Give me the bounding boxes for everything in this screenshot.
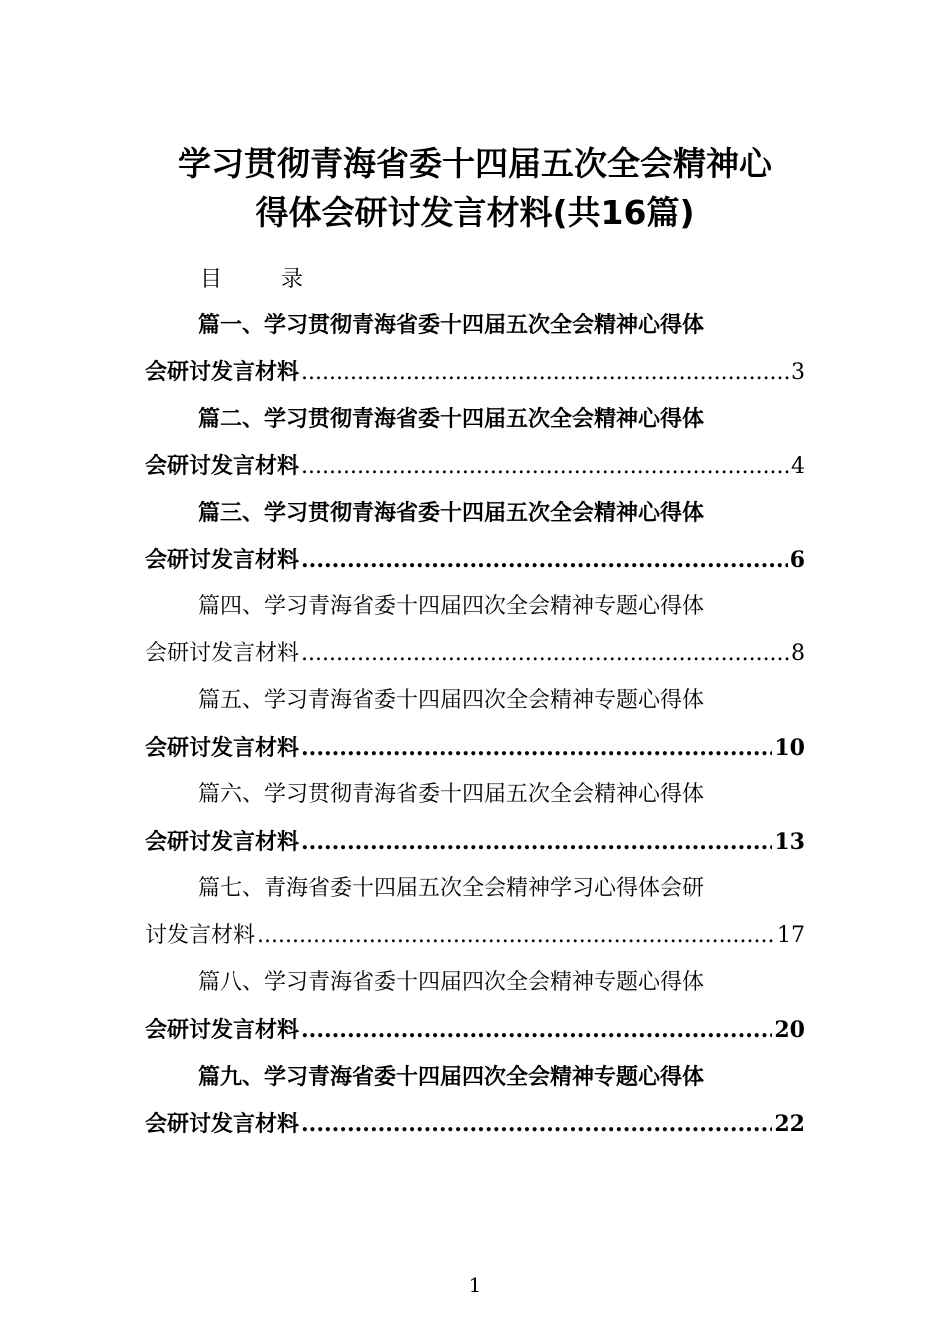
toc-entry-4-page: 8	[791, 641, 805, 666]
toc-entry-6-title-end: 会研讨发言材料	[145, 829, 300, 855]
toc-entry-5-title[interactable]: 篇五、学习青海省委十四届四次全会精神专题心得体	[198, 688, 705, 713]
toc-entry-9-continuation[interactable]	[145, 1106, 805, 1142]
document-title-line-1: 学习贯彻青海省委十四届五次全会精神心	[178, 144, 772, 183]
toc-entry-1-title-end: 会研讨发言材料	[145, 359, 300, 385]
toc-entry-7-page: 17	[777, 923, 805, 948]
toc-entry-6-continuation[interactable]	[145, 824, 805, 860]
toc-entry-1-page: 3	[791, 360, 805, 385]
toc-entry-7-title-end: 讨发言材料	[145, 923, 256, 948]
toc-entry-2-page: 4	[791, 454, 805, 479]
toc-heading: 目 录	[200, 267, 329, 292]
toc-entry-4-title[interactable]: 篇四、学习青海省委十四届四次全会精神专题心得体	[198, 594, 705, 619]
toc-entry-3-page: 6	[789, 547, 805, 573]
toc-entry-8-page: 20	[774, 1017, 805, 1043]
toc-entry-6-leader	[301, 824, 772, 860]
toc-entry-9-page: 22	[774, 1111, 805, 1137]
toc-entry-3-continuation[interactable]	[145, 542, 805, 578]
toc-entry-3-title-end: 会研讨发言材料	[145, 547, 300, 573]
toc-entry-2-leader	[301, 449, 789, 485]
toc-entry-4-leader	[301, 636, 789, 672]
toc-entry-6-title[interactable]: 篇六、学习贯彻青海省委十四届五次全会精神心得体	[198, 782, 705, 807]
toc-entry-4-continuation[interactable]	[145, 636, 805, 672]
toc-entry-5-title-end: 会研讨发言材料	[145, 735, 300, 761]
toc-entry-7-continuation[interactable]	[145, 918, 805, 954]
toc-entry-4-title-end: 会研讨发言材料	[145, 641, 300, 666]
toc-entry-9-leader	[301, 1106, 772, 1142]
toc-entry-8-continuation[interactable]	[145, 1012, 805, 1048]
document-title-line-2: 得体会研讨发言材料(共16篇)	[255, 193, 695, 232]
toc-entry-3-leader	[301, 542, 788, 578]
toc-entry-9-title[interactable]: 篇九、学习青海省委十四届四次全会精神专题心得体	[198, 1064, 705, 1090]
toc-entry-8-leader	[301, 1012, 772, 1048]
toc-entry-5-leader	[301, 730, 772, 766]
toc-entry-2-continuation[interactable]	[145, 448, 805, 485]
toc-entry-8-title-end: 会研讨发言材料	[145, 1017, 300, 1043]
toc-entry-6-page: 13	[774, 829, 805, 855]
toc-entry-9-title-end: 会研讨发言材料	[145, 1111, 300, 1137]
toc-entry-3-title[interactable]: 篇三、学习贯彻青海省委十四届五次全会精神心得体	[198, 500, 705, 526]
page-number: 1	[468, 1273, 482, 1297]
toc-entry-5-page: 10	[774, 735, 805, 761]
toc-entry-2-title[interactable]: 篇二、学习贯彻青海省委十四届五次全会精神心得体	[198, 406, 705, 432]
toc-entry-5-continuation[interactable]	[145, 730, 805, 766]
toc-entry-1-continuation[interactable]	[145, 354, 805, 391]
toc-entry-7-title[interactable]: 篇七、青海省委十四届五次全会精神学习心得体会研	[198, 876, 705, 901]
toc-entry-8-title[interactable]: 篇八、学习青海省委十四届四次全会精神专题心得体	[198, 970, 705, 995]
toc-entry-7-leader	[257, 918, 775, 954]
toc-entry-1-title[interactable]: 篇一、学习贯彻青海省委十四届五次全会精神心得体	[198, 312, 705, 338]
toc-entry-2-title-end: 会研讨发言材料	[145, 453, 300, 479]
toc-entry-1-leader	[301, 355, 789, 391]
